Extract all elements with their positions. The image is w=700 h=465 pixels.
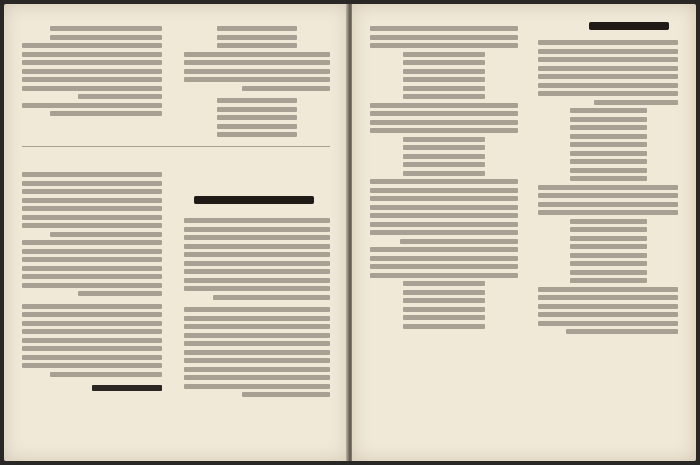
right-col-left xyxy=(370,26,518,329)
article-title xyxy=(179,196,329,204)
left-page xyxy=(4,4,348,461)
author-signature xyxy=(92,385,162,391)
left-rule xyxy=(22,146,330,147)
right-page xyxy=(352,4,696,461)
right-col-right xyxy=(538,40,678,334)
left-col-top-left xyxy=(22,26,162,116)
left-col-bottom-right xyxy=(184,218,330,397)
left-col-bottom-left xyxy=(22,172,162,391)
left-col-top-right xyxy=(184,26,330,137)
right-page-heading xyxy=(584,22,674,30)
book-spread xyxy=(4,4,696,461)
